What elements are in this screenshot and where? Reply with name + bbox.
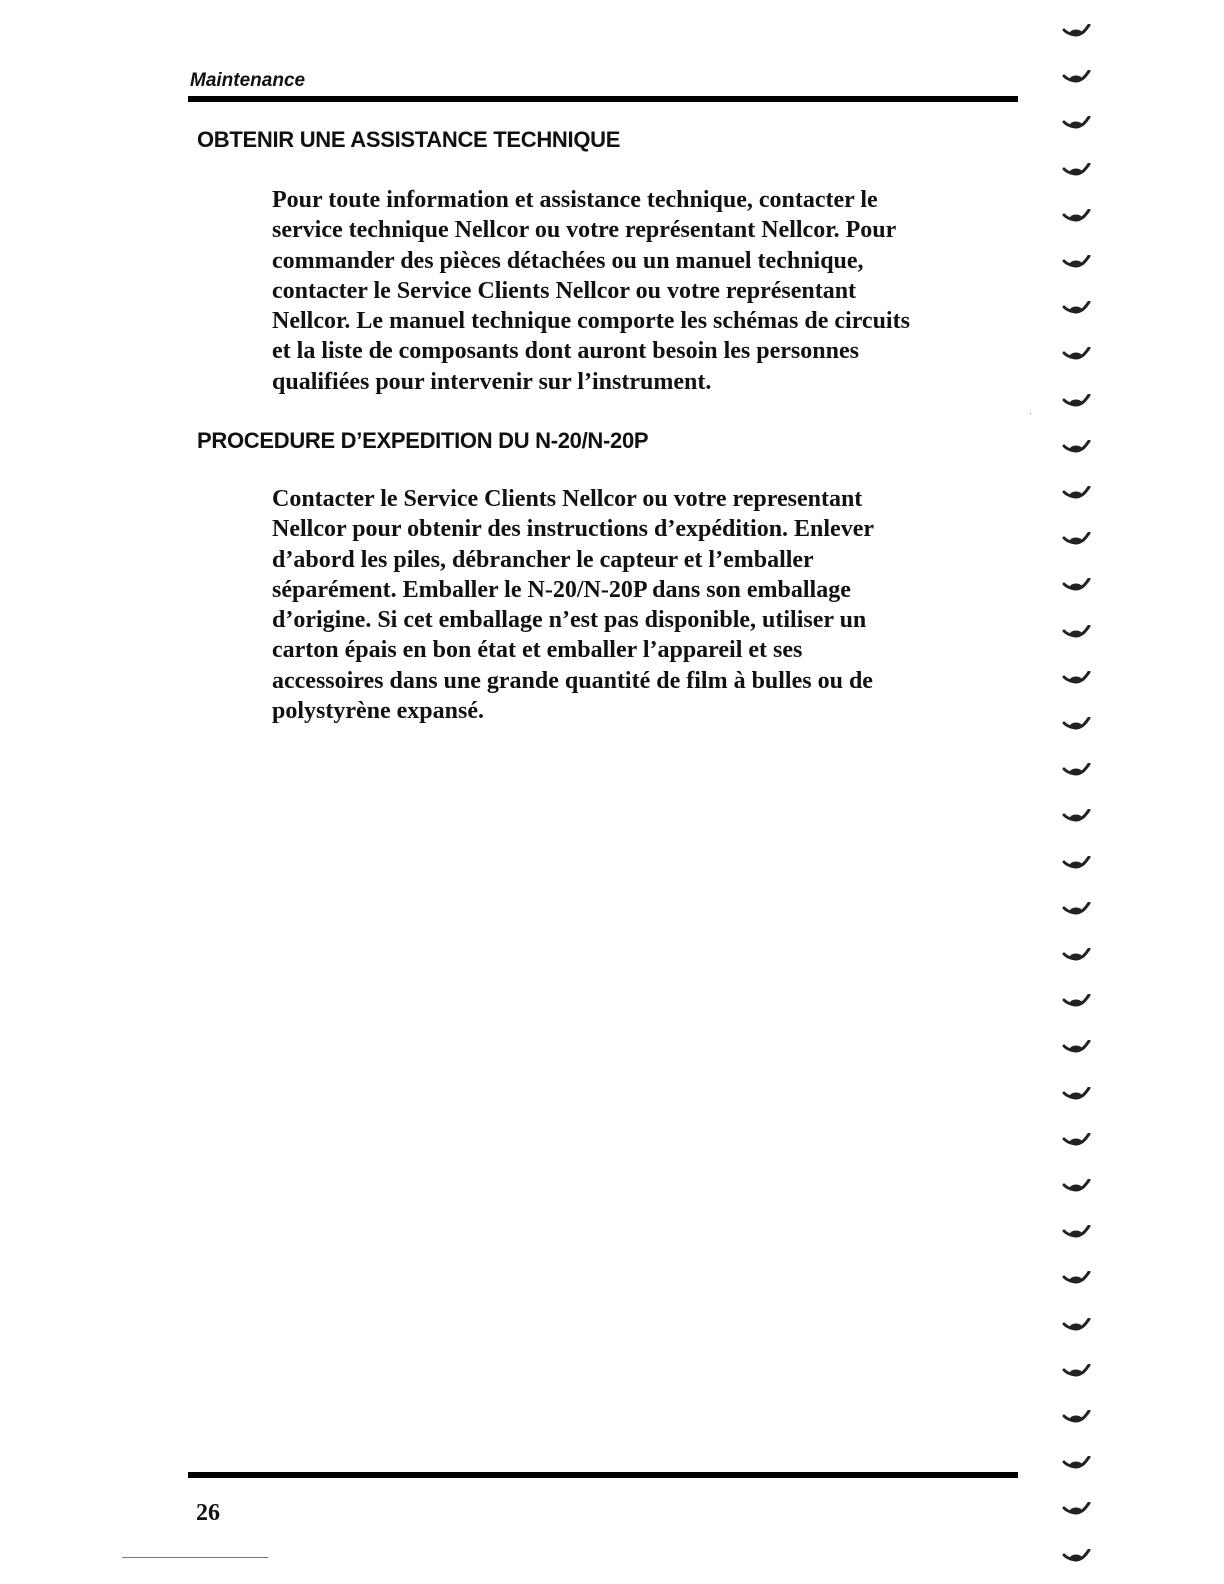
text-line: contacter le Service Clients Nellcor ou votre représentant (272, 277, 857, 304)
spiral-binding-hole-icon (1062, 671, 1092, 685)
spiral-binding (1062, 18, 1098, 1584)
spiral-binding-hole-icon (1062, 1133, 1092, 1147)
spiral-binding-hole-icon (1062, 1318, 1092, 1332)
spiral-binding-hole-icon (1062, 255, 1092, 269)
spiral-binding-hole-icon (1062, 625, 1092, 639)
section-heading-assistance: OBTENIR UNE ASSISTANCE TECHNIQUE (197, 127, 621, 152)
spiral-binding-hole-icon (1062, 532, 1092, 546)
spiral-binding-hole-icon (1062, 948, 1092, 962)
text-line: service technique Nellcor ou votre représentant Nellcor. Pour (272, 217, 897, 244)
text-line: séparément. Emballer le N-20/N-20P dans son emballage (272, 576, 851, 603)
spiral-binding-hole-icon (1062, 1271, 1092, 1285)
text-line: commander des pièces détachées ou un manuel technique, (272, 247, 864, 274)
spiral-binding-hole-icon (1062, 394, 1092, 408)
header-rule (188, 96, 1018, 102)
text-line: d’origine. Si cet emballage n’est pas disponible, utiliser un (272, 607, 867, 634)
spiral-binding-hole-icon (1062, 1549, 1092, 1563)
spiral-binding-hole-icon (1062, 1410, 1092, 1424)
spiral-binding-hole-icon (1062, 209, 1092, 223)
spiral-binding-hole-icon (1062, 1040, 1092, 1054)
spiral-binding-hole-icon (1062, 717, 1092, 731)
spiral-binding-hole-icon (1062, 70, 1092, 84)
spiral-binding-hole-icon (1062, 116, 1092, 130)
text-line: et la liste de composants dont auront besoin les personnes (272, 338, 859, 365)
spiral-binding-hole-icon (1062, 1225, 1092, 1239)
spiral-binding-hole-icon (1062, 1179, 1092, 1193)
paragraph-expedition (272, 484, 1012, 726)
spiral-binding-hole-icon (1062, 347, 1092, 361)
spiral-binding-hole-icon (1062, 1456, 1092, 1470)
spiral-binding-hole-icon (1062, 1502, 1092, 1516)
text-line: Nellcor. Le manuel technique comporte les schémas de circuits (272, 308, 910, 335)
paragraph-assistance (272, 185, 1012, 397)
spiral-binding-hole-icon (1062, 1087, 1092, 1101)
spiral-binding-hole-icon (1062, 809, 1092, 823)
footer-rule (188, 1472, 1018, 1478)
spiral-binding-hole-icon (1062, 902, 1092, 916)
spiral-binding-hole-icon (1062, 163, 1092, 177)
section-heading-expedition: PROCEDURE D’EXPEDITION DU N-20/N-20P (197, 428, 649, 453)
text-line: Contacter le Service Clients Nellcor ou votre representant (272, 486, 863, 512)
text-line: accessoires dans une grande quantité de film à bulles ou de (272, 667, 873, 694)
spiral-binding-hole-icon (1062, 578, 1092, 592)
spiral-binding-hole-icon (1062, 994, 1092, 1008)
text-line: d’abord les piles, débrancher le capteur et l’emballer (272, 546, 814, 573)
text-line: polystyrène expansé. (272, 698, 484, 725)
spiral-binding-hole-icon (1062, 1364, 1092, 1378)
spiral-binding-hole-icon (1062, 856, 1092, 870)
spiral-binding-hole-icon (1062, 24, 1092, 38)
text-line: carton épais en bon état et emballer l’appareil et ses (272, 637, 803, 664)
running-header: Maintenance (190, 70, 306, 91)
spiral-binding-hole-icon (1062, 301, 1092, 315)
text-line: Nellcor pour obtenir des instructions d’expédition. Enlever (272, 516, 875, 543)
text-line: qualifiées pour intervenir sur l’instrument. (272, 368, 712, 395)
text-line: Pour toute information et assistance technique, contacter le (272, 187, 878, 213)
page-number: 26 (196, 1500, 220, 1526)
spiral-binding-hole-icon (1062, 440, 1092, 454)
scan-artifact-line (122, 1557, 268, 1558)
scan-artifact-dot (1030, 413, 1031, 414)
spiral-binding-hole-icon (1062, 486, 1092, 500)
spiral-binding-hole-icon (1062, 763, 1092, 777)
